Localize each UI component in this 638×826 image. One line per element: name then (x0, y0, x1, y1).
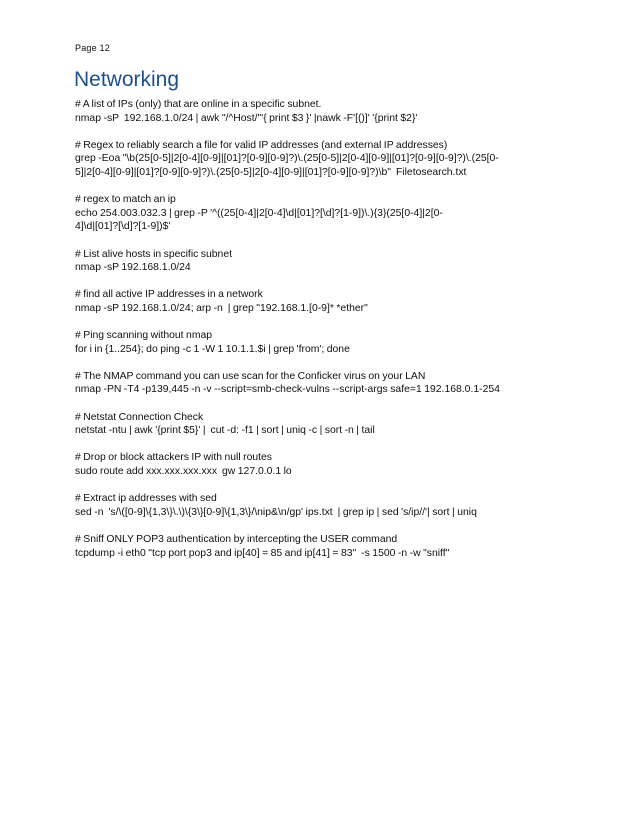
text-block (75, 98, 555, 125)
command-line: sudo route add xxx.xxx.xxx.xxx gw 127.0.0.1 lo (75, 466, 292, 478)
command-line: nmap -PN -T4 -p139,445 -n -v --script=smb-check-vulns --script-args safe=1 192.168.0.1-254 (75, 384, 500, 396)
text-block (75, 193, 555, 234)
text-block (75, 451, 555, 478)
comment-line: # Regex to reliably search a file for valid IP addresses (and external IP addresses) (75, 139, 448, 151)
text-block (75, 370, 555, 397)
command-line: grep -Eoa "\b(25[0-5]|2[0-4][0-9]|[01]?[0-9][0-9]?)\.(25[0-5]|2[0-4][0-9]|[01]?[0-9][0-9]?)\.(25[0- (75, 153, 499, 165)
comment-line: # List alive hosts in specific subnet (75, 248, 233, 260)
page-number: Page 12 (75, 43, 110, 53)
command-line: 4]\d|[01]?[\d]?[1-9])$' (75, 221, 171, 233)
comment-line: # The NMAP command you can use scan for the Conficker virus on your LAN (75, 370, 426, 382)
text-block (75, 288, 555, 315)
text-block (75, 329, 555, 356)
command-line: nmap -sP 192.168.1.0/24; arp -n | grep "192.168.1.[0-9]* *ether" (75, 302, 368, 314)
comment-line: # Sniff ONLY POP3 authentication by intercepting the USER command (75, 534, 398, 545)
comment-line: # Ping scanning without nmap (75, 330, 213, 342)
comment-line: # regex to match an ip (75, 194, 176, 206)
command-line: for i in {1..254}; do ping -c 1 -W 1 10.1.1.$i | grep 'from'; done (75, 343, 350, 355)
command-line: sed -n 's/\([0-9]\{1,3\}\.\)\{3\}[0-9]\{1,3\}/\nip&\n/gp' ips.txt | grep ip | sed 's/ip//'| sort | uniq (75, 506, 477, 518)
section-title: Networking (74, 68, 180, 91)
comment-line: # find all active IP addresses in a network (75, 289, 263, 301)
command-line: tcpdump -i eth0 "tcp port pop3 and ip[40] = 85 and ip[41] = 83" -s 1500 -n -w "sniff" (75, 547, 450, 559)
text-block (75, 139, 555, 180)
command-line: netstat -ntu | awk '{print $5}' | cut -d: -f1 | sort | uniq -c | sort -n | tail (75, 425, 375, 437)
command-line: 5]|2[0-4][0-9]|[01]?[0-9][0-9]?)\.(25[0-5]|2[0-4][0-9]|[01]?[0-9][0-9]?)\b" Filetosearch.txt (75, 166, 467, 178)
command-line: echo 254.003.032.3 | grep -P '^((25[0-4]|2[0-4]\d|[01]?[\d]?[1-9])\.){3}(25[0-4]|2[0- (75, 207, 443, 219)
text-block (75, 248, 555, 275)
comment-line: # A list of IPs (only) that are online in a specific subnet. (75, 99, 322, 110)
document-content (75, 98, 555, 574)
text-block (75, 411, 555, 438)
command-line: nmap -sP 192.168.1.0/24 (75, 262, 191, 274)
comment-line: # Netstat Connection Check (75, 411, 204, 423)
comment-line: # Extract ip addresses with sed (75, 493, 217, 505)
comment-line: # Drop or block attackers IP with null routes (75, 452, 273, 464)
text-block (75, 492, 555, 519)
text-block (75, 533, 555, 560)
command-line: nmap -sP 192.168.1.0/24 | awk "/^Host/"'{ print $3 }' |nawk -F'[()]' '{print $2}' (75, 112, 418, 124)
